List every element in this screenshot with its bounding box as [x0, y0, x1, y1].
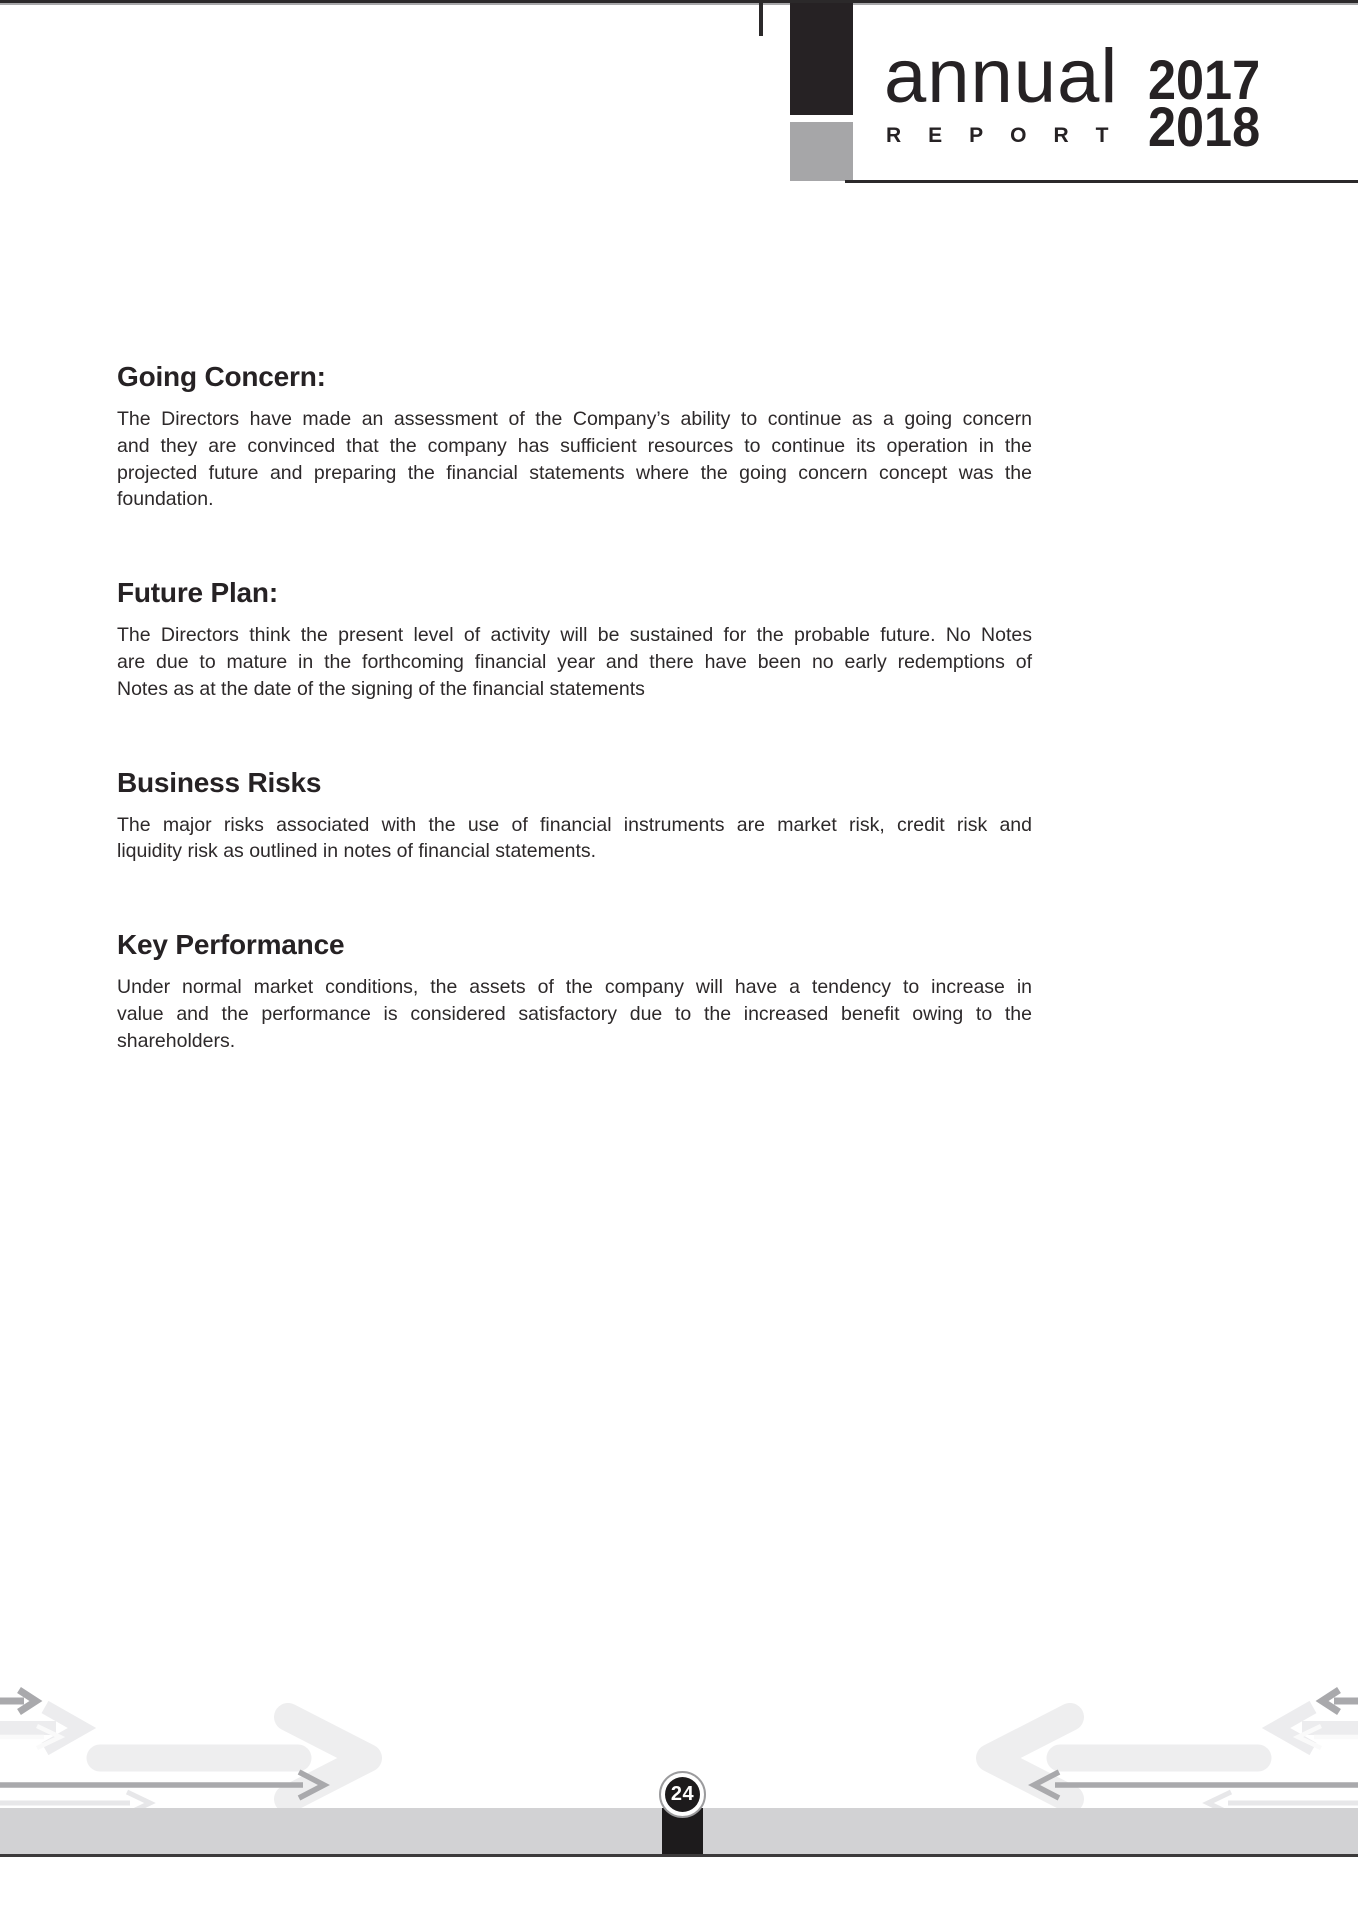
- section-paragraph: [117, 406, 1032, 513]
- document-section: [117, 577, 1032, 702]
- paragraph-line: The Directors think the present level of activity will be sustained for the probable future. No Notes: [117, 624, 1032, 647]
- section-heading: Key Performance: [117, 929, 345, 961]
- paragraph-line: projected future and preparing the financial statements where the going concern concept was the: [117, 461, 1032, 484]
- section-paragraph: [117, 622, 1032, 702]
- page-number: 24: [665, 1777, 700, 1812]
- header-bottom-rule: [845, 180, 1358, 183]
- section-heading: Business Risks: [117, 766, 322, 798]
- paragraph-line: The major risks associated with the use of financial instruments are market risk, credit risk and: [117, 813, 1032, 836]
- logo-dark-rectangle: [790, 3, 853, 115]
- top-rule-shadow: [0, 3, 1358, 5]
- section-paragraph: [117, 812, 1032, 866]
- right-arrows-icon: [0, 1686, 430, 1818]
- paragraph-line: The Directors have made an assessment of the Company’s ability to continue as a going concern: [117, 408, 1032, 430]
- document-content: [117, 361, 1032, 1119]
- brand-word: annual: [884, 34, 1119, 119]
- brand-subword: REPORT: [886, 124, 1136, 147]
- paragraph-line: value and the performance is considered satisfactory due to the increased benefit owing to the: [117, 1002, 1032, 1025]
- logo-gray-square: [790, 122, 853, 181]
- paragraph-line: Notes as at the date of the signing of the financial statements: [117, 677, 645, 700]
- paragraph-line: and they are convinced that the company has sufficient resources to continue its operation in the: [117, 434, 1032, 457]
- document-section: [117, 767, 1032, 866]
- brand-years: [1148, 48, 1261, 158]
- paragraph-line: Under normal market conditions, the assets of the company will have a tendency to increase in: [117, 976, 1032, 999]
- section-paragraph: [117, 974, 1032, 1054]
- page-number-badge: [659, 1771, 706, 1818]
- document-section: [117, 361, 1032, 513]
- section-heading: Going Concern:: [117, 361, 326, 392]
- paragraph-line: shareholders.: [117, 1029, 236, 1052]
- document-section: [117, 929, 1032, 1054]
- left-arrows-icon: [928, 1686, 1358, 1818]
- year-bottom: 2018: [1148, 95, 1261, 158]
- paragraph-line: are due to mature in the forthcoming financial year and there have been no early redemptions of: [117, 650, 1032, 673]
- header-frame-tick: [759, 0, 763, 36]
- paragraph-line: foundation.: [117, 488, 214, 511]
- year-top: 2017: [1148, 48, 1261, 111]
- paragraph-line: liquidity risk as outlined in notes of financial statements.: [117, 840, 597, 863]
- section-heading: Future Plan:: [117, 577, 278, 609]
